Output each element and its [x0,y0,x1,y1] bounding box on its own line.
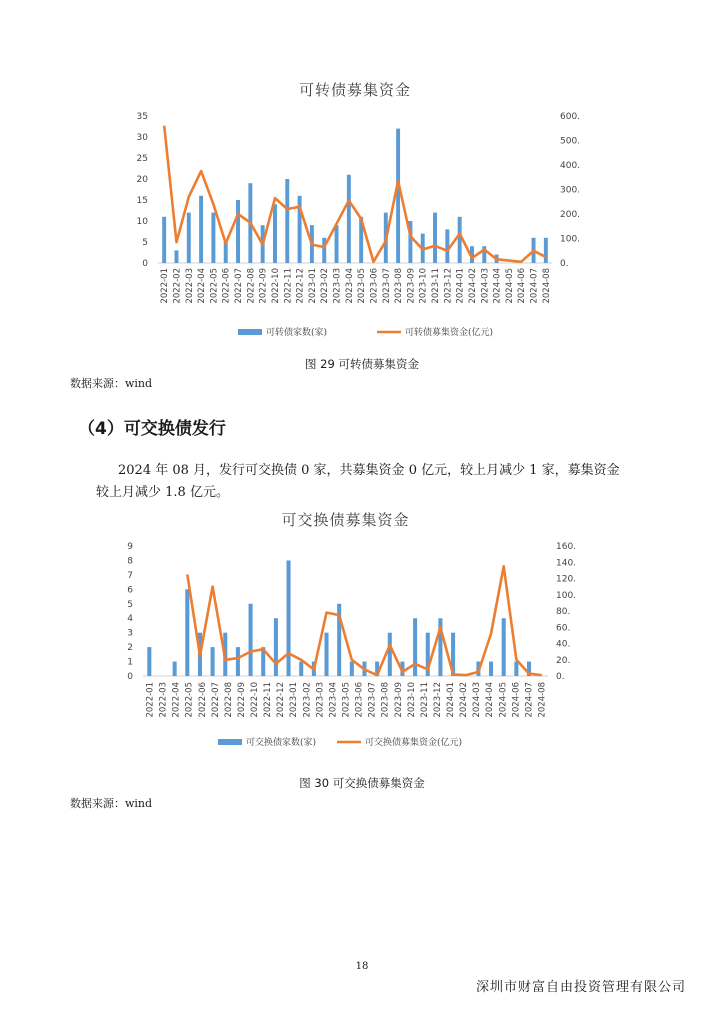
chart-title: 可交换债募集资金 [281,511,410,529]
x-tick-label: 2023-01 [307,268,318,304]
bar-2022-04 [185,589,189,676]
legend-line-label: 可转债募集资金(亿元) [405,328,494,338]
figure-30-caption: 图 30 可交换债募集资金 [299,776,425,790]
legend-bar-label: 可转债家数(家) [266,328,328,338]
y-left-tick-label: 25 [136,154,148,164]
x-tick-label: 2023-01 [289,682,300,718]
x-tick-label: 2022-03 [184,268,195,304]
bar-2022-09 [249,604,253,676]
y-left-tick-label: 6 [127,585,133,596]
x-tick-label: 2023-04 [328,682,339,718]
y-left-tick-label: 3 [127,628,133,639]
bar-2022-03 [173,662,177,676]
y-left-tick-label: 8 [127,556,133,567]
y-right-tick-label: 600. [560,112,581,122]
x-tick-label: 2022-11 [283,268,294,304]
bar-2022-12 [287,560,291,676]
x-tick-label: 2022-12 [295,268,306,304]
bar-2024-05 [502,618,506,676]
x-tick-label: 2023-10 [406,682,417,718]
y-left-tick-label: 5 [127,599,133,610]
x-tick-label: 2022-03 [158,682,169,718]
x-tick-label: 2023-07 [367,682,378,718]
y-left-tick-label: 9 [127,542,133,552]
y-left-tick-label: 0 [127,672,133,682]
paragraph-line-1: 2024 年 08 月，发行可交换债 0 家，共募集资金 0 亿元，较上月减少 1 家，募集资金 [118,463,620,478]
x-tick-label: 2024-06 [517,268,528,304]
data-source-label-2: 数据来源：wind [70,797,153,810]
x-tick-label: 2024-08 [537,682,548,718]
y-right-tick-label: 140. [556,558,577,569]
x-tick-label: 2024-03 [472,682,483,718]
x-tick-label: 2024-04 [492,268,503,304]
x-tick-label: 2022-12 [276,682,287,718]
chart-title: 可转债募集资金 [298,81,412,99]
x-tick-label: 2023-05 [341,682,352,718]
y-right-tick-label: 200. [560,210,581,220]
bar-2022-06 [211,647,215,676]
bar-2023-01 [299,662,303,676]
bar-2023-10 [413,618,417,676]
y-left-tick-label: 10 [136,217,148,227]
y-right-tick-label: 0. [556,672,565,682]
y-left-tick-label: 20 [136,175,148,185]
x-tick-label: 2023-08 [394,268,405,304]
y-left-tick-label: 15 [136,196,148,206]
y-right-tick-label: 160. [556,542,577,552]
y-right-tick-label: 60. [556,623,571,634]
x-tick-label: 2022-01 [160,268,171,304]
x-tick-label: 2022-08 [223,682,234,718]
x-tick-label: 2023-04 [344,268,355,304]
x-tick-label: 2024-07 [529,268,540,304]
y-right-tick-label: 100. [556,590,577,601]
bar-2022-01 [147,647,151,676]
x-tick-label: 2024-03 [480,268,491,304]
legend-bar-swatch [218,739,242,745]
y-left-tick-label: 0 [142,259,148,269]
x-tick-label: 2023-09 [406,268,417,304]
x-tick-label: 2022-09 [258,268,269,304]
bar-2023-03 [324,633,328,676]
x-tick-label: 2023-05 [357,268,368,304]
x-tick-label: 2024-02 [459,682,470,718]
x-tick-label: 2022-05 [184,682,195,718]
x-tick-label: 2023-12 [443,268,454,304]
x-tick-label: 2023-06 [369,268,380,304]
x-tick-label: 2022-07 [210,682,221,718]
x-tick-label: 2022-07 [234,268,245,304]
x-tick-label: 2022-11 [263,682,274,718]
series-line-可交换债募集资金(亿元) [187,566,541,675]
y-right-tick-label: 100. [560,234,581,245]
bar-2024-06 [514,662,518,676]
x-tick-label: 2022-05 [209,268,220,304]
x-tick-label: 2024-02 [467,268,478,304]
x-tick-label: 2022-04 [197,268,208,304]
x-tick-label: 2024-05 [498,682,509,718]
bar-2023-08 [388,633,392,676]
y-left-tick-label: 4 [127,614,133,625]
x-tick-label: 2022-02 [172,268,183,304]
x-tick-label: 2023-03 [332,268,343,304]
y-right-tick-label: 120. [556,574,577,585]
x-tick-label: 2024-07 [524,682,535,718]
x-tick-label: 2022-04 [171,682,182,718]
x-tick-label: 2022-06 [221,268,232,304]
x-tick-label: 2023-11 [419,682,430,718]
section-heading: （4）可交换债发行 [78,419,226,439]
x-tick-label: 2024-01 [455,268,466,304]
x-tick-label: 2024-06 [511,682,522,718]
y-right-tick-label: 300. [560,185,581,196]
bar-2024-04 [489,662,493,676]
y-left-tick-label: 30 [136,133,148,143]
x-tick-label: 2022-10 [270,268,281,304]
x-tick-label: 2023-03 [315,682,326,718]
legend-line-label: 可交换债募集资金(亿元) [365,738,463,748]
x-tick-label: 2022-01 [145,682,156,718]
x-tick-label: 2023-02 [320,268,331,304]
y-right-tick-label: 500. [560,136,581,147]
x-tick-label: 2023-09 [393,682,404,718]
bar-2022-08 [236,647,240,676]
x-tick-label: 2023-10 [418,268,429,304]
x-tick-label: 2023-06 [354,682,365,718]
y-right-tick-label: 0. [560,259,569,269]
x-tick-label: 2023-07 [381,268,392,304]
x-tick-label: 2022-10 [250,682,261,718]
y-right-tick-label: 20. [556,655,571,666]
x-tick-label: 2023-12 [432,682,443,718]
bar-2023-05 [350,662,354,676]
x-tick-label: 2022-08 [246,268,257,304]
x-tick-label: 2023-08 [380,682,391,718]
y-right-tick-label: 40. [556,639,571,650]
figure-29-caption: 图 29 可转债募集资金 [305,357,419,371]
x-tick-label: 2024-01 [446,682,457,718]
footer-company: 深圳市财富自由投资管理有限公司 [475,980,686,995]
x-tick-label: 2024-04 [485,682,496,718]
x-tick-label: 2024-05 [504,268,515,304]
x-tick-label: 2022-06 [197,682,208,718]
page-number: 18 [355,961,369,972]
x-tick-label: 2022-09 [236,682,247,718]
x-tick-label: 2024-08 [541,268,552,304]
y-left-tick-label: 1 [127,657,133,668]
bar-2022-11 [274,618,278,676]
x-tick-label: 2023-11 [431,268,442,304]
y-right-tick-label: 400. [560,161,581,171]
y-left-tick-label: 5 [142,238,148,248]
y-left-tick-label: 2 [127,643,133,654]
x-tick-label: 2023-02 [302,682,313,718]
legend-bar-label: 可交换债家数(家) [246,738,317,748]
data-source-label-1: 数据来源：wind [70,377,153,390]
y-left-tick-label: 35 [136,112,148,122]
y-right-tick-label: 80. [556,607,571,617]
paragraph-line-2: 较上月减少 1.8 亿元。 [96,485,229,500]
y-left-tick-label: 7 [127,570,133,581]
